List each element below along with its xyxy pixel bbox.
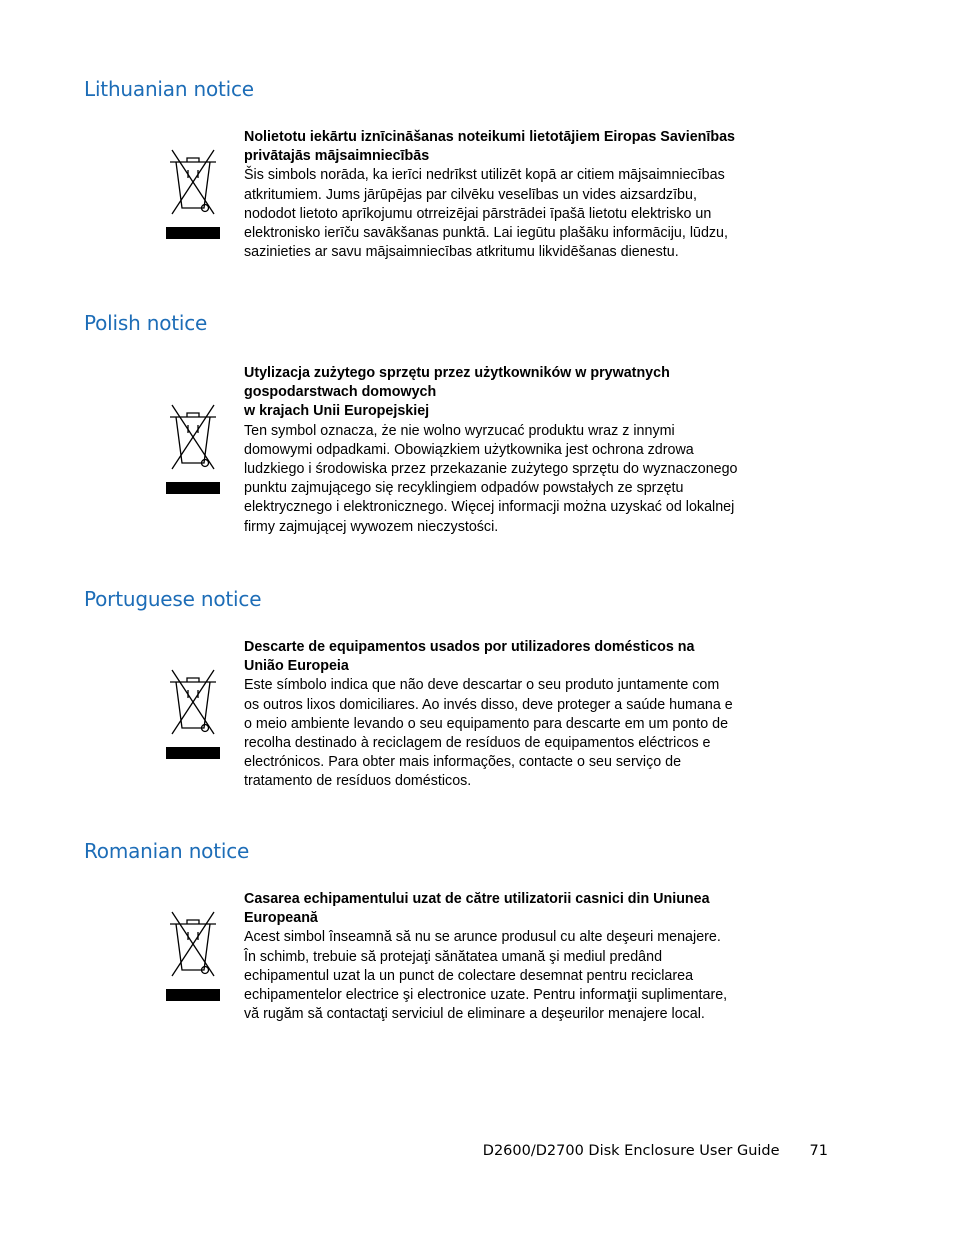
- notice-title: Descarte de equipamentos usados por utilizadores domésticos na União Europeia: [244, 639, 695, 675]
- notice-title: Utylizacja zużytego sprzętu przez użytkowników w prywatnych gospodarstwach domowych w krajach Unii Europejskiej: [244, 365, 670, 420]
- weee-bin-icon: [166, 403, 220, 495]
- notice-portuguese: [244, 638, 784, 792]
- notice-body: Ten symbol oznacza, że nie wolno wyrzucać produktu wraz z innymi domowymi odpadkami. Obowiązkiem użytkownika jest ochrona zdrowa ludzkiego i środowiska przez przekazanie zużytego sprzętu do wyznaczonego punktu zajmującego się recyklingiem odpadów powstałych ze sprzętu elektrycznego i elektronicznego. Więcej informacji można uzyskać od lokalnej firmy zajmującej wywozem nieczystości.: [244, 422, 738, 535]
- section-heading-lithuanian: Lithuanian notice: [84, 77, 254, 101]
- notice-body: Este símbolo indica que não deve descartar o seu produto juntamente com os outros lixos domiciliares. Ao invés disso, deve proteger a saúde humana e o meio ambiente levando o seu equipamento para descarte em um ponto de recolha destinado à reciclagem de resíduos de equipamentos eléctricos e electrónicos. Para obter mais informações, contacte o seu serviço de tratamento de resíduos domésticos.: [244, 677, 733, 790]
- notice-polish: [244, 364, 784, 537]
- weee-bin-icon: [166, 148, 220, 240]
- notice-body: Šis simbols norāda, ka ierīci nedrīkst utilizēt kopā ar citiem mājsaimniecības atkritumiem. Jums jārūpējas par cilvēku veselības un vides aizsardzību, nododot lietoto aprīkojumu otrreizējai pārstrādei īpašā lietotu elektrisko un elektronisko ierīču savākšanas punktā. Lai iegūtu plašāku informāciju, lūdzu, sazinieties ar savu mājsaimniecības atkritumu likvidēšanas dienestu.: [244, 167, 728, 261]
- notice-body: Acest simbol înseamnă să nu se arunce produsul cu alte deşeuri menajere. În schimb, trebuie să protejaţi sănătatea umană şi mediul predând echipamentul uzat la un punct de colectare desemnat pentru reciclarea echipamentelor electrice şi electronice uzate. Pentru informaţii suplimentare, vă rugăm să contactaţi serviciul de eliminare a deşeurilor menajere local.: [244, 929, 728, 1023]
- page-footer: [430, 1143, 828, 1159]
- notice-title: Casarea echipamentului uzat de către utilizatorii casnici din Uniunea Europeană: [244, 891, 710, 927]
- weee-bin-icon: [166, 668, 220, 760]
- footer-guide-title: D2600/D2700 Disk Enclosure User Guide: [482, 1143, 780, 1159]
- notice-title: Nolietotu iekārtu iznīcināšanas noteikumi lietotājiem Eiropas Savienības privātajās mājsaimniecībās: [244, 129, 736, 165]
- notice-romanian: [244, 890, 784, 1024]
- page-number: 71: [809, 1143, 828, 1159]
- section-heading-portuguese: Portuguese notice: [84, 587, 262, 611]
- section-heading-romanian: Romanian notice: [84, 839, 250, 863]
- section-heading-polish: Polish notice: [84, 311, 208, 335]
- weee-bin-icon: [166, 910, 220, 1002]
- notice-lithuanian: [244, 128, 784, 262]
